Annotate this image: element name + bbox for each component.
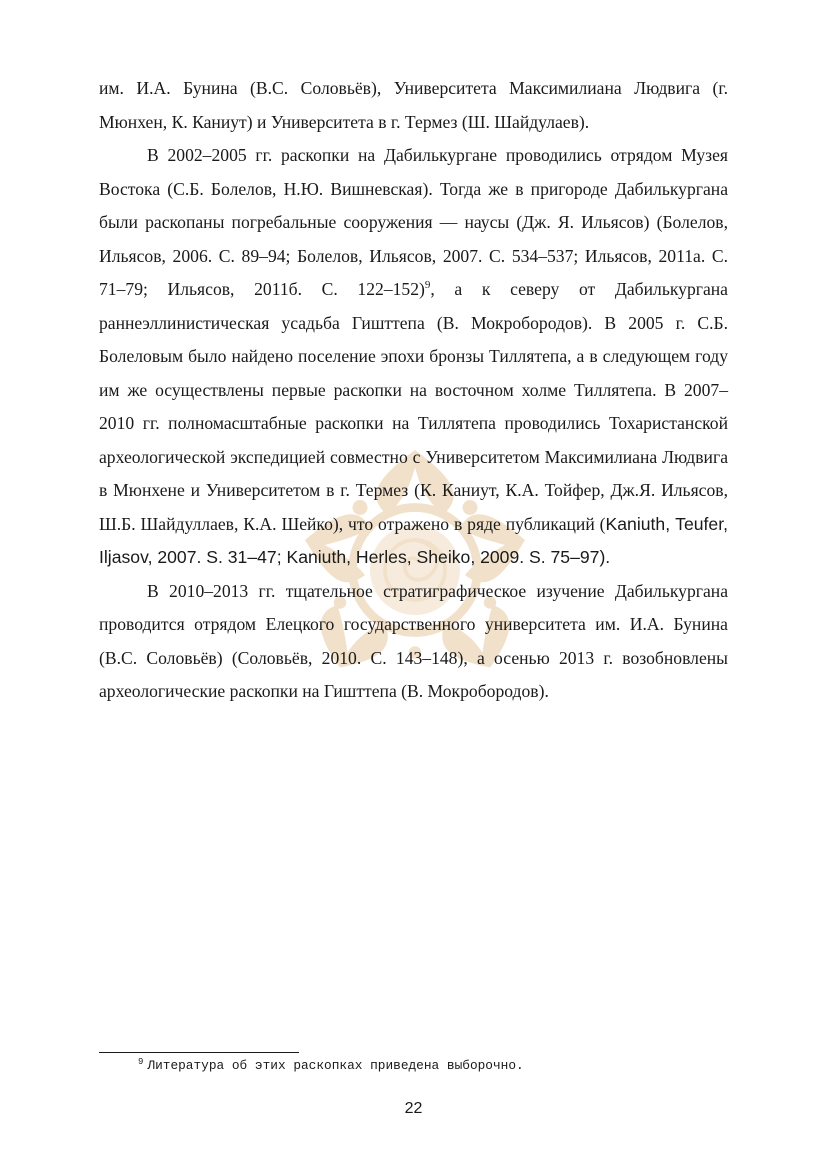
citation: Kaniuth, Teufer, Iljasov, 2007. S. 31–47; Kaniuth, Herles, Sheiko, 2009. S. 75–97 xyxy=(99,513,728,567)
footnote-text: Литература об этих раскопках приведена выборочно. xyxy=(147,1058,524,1073)
paragraph-text: ). xyxy=(599,547,611,567)
footnote xyxy=(138,1058,524,1073)
footnote-number: 9 xyxy=(138,1056,144,1067)
paragraph: им. И.А. Бунина (В.С. Соловьёв), Университета Максимилиана Людвига (г. Мюнхен, К. Каниут) и Университета в г. Термез (Ш. Шайдулаев). xyxy=(99,78,728,132)
paragraph-text: , а к северу от Дабилькургана раннеэллинистическая усадьба Гишттепа (В. Мокробородов). В 2005 г. С.Б. Болеловым было найдено поселение эпохи бронзы Тиллятепа, а в следующем году им же осуществлены первые раскопки на восточном холме Тиллятепа. В 2007–2010 гг. полномасштабные раскопки на Тиллятепа проводились Тохаристанской археологической экспедицией совместно с Университетом Максимилиана Людвига в Мюнхене и Университетом в г. Термез (К. Каниут, К.А. Тойфер, Дж.Я. Ильясов, Ш.Б. Шайдуллаев, К.А. Шейко), что отражено в ряде публикаций ( xyxy=(99,279,728,534)
page-number: 22 xyxy=(404,1100,423,1117)
footnote-separator xyxy=(99,1052,299,1053)
main-text xyxy=(99,72,728,709)
paragraph: В 2010–2013 гг. тщательное стратиграфическое изучение Дабилькургана проводится отрядом Елецкого государственного университета им. И.А. Бунина (В.С. Соловьёв) (Соловьёв, 2010. С. 143–148), а осенью 2013 г. возобновлены археологические раскопки на Гишттепа (В. Мокробородов). xyxy=(99,580,728,701)
paragraph xyxy=(99,139,728,575)
footnote-reference: 9 xyxy=(424,279,431,292)
paragraph-text: В 2002–2005 гг. раскопки на Дабилькургане проводились отрядом Музея Востока (С.Б. Болелов, Н.Ю. Вишневская). Тогда же в пригороде Дабилькургана были раскопаны погребальные сооружения — наусы (Дж. Я. Ильясов) (Болелов, Ильясов, 2006. С. 89–94; Болелов, Ильясов, 2007. С. 534–537; Ильясов, 2011а. С. 71–79; Ильясов, 2011б. С. 122–152) xyxy=(99,145,728,299)
